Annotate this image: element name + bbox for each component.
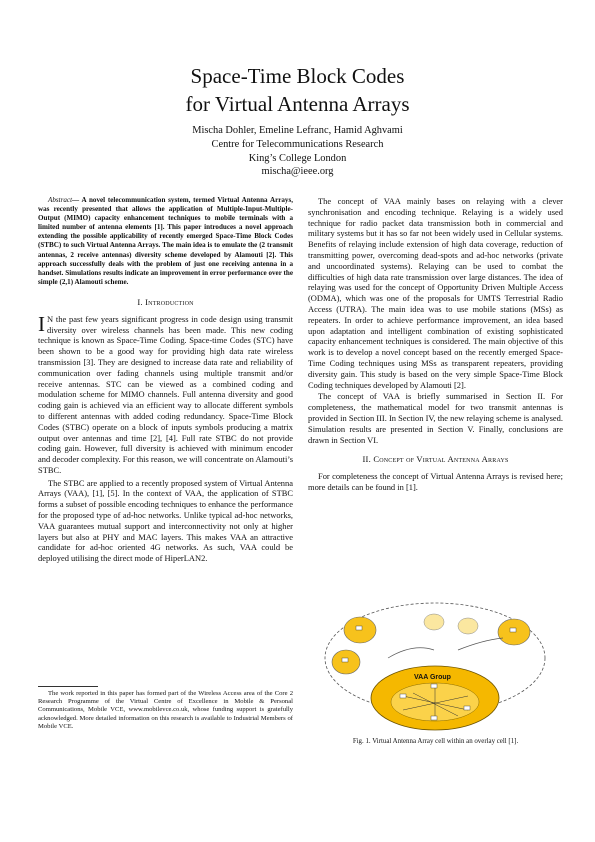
affiliation-centre: Centre for Telecommunications Research [211, 138, 384, 150]
intro-paragraph-1 [38, 311, 293, 476]
section-2-number: II. [362, 454, 371, 465]
intro-first-letters: N [47, 313, 54, 324]
author-block [0, 124, 595, 179]
affiliation-college: King’s College London [248, 152, 347, 164]
section-2-paragraph-1: For completeness the concept of Virtual Antenna Arrays is revised here; more details can be found in [1]. [308, 471, 563, 492]
abstract-text: — A novel telecommunication system, termed Virtual Antenna Arrays, was recently presented that allows the application of Multiple-Input-Multiple-Output (MIMO) capacity enhancement techniques to mobile terminals with a limited number of antenna elements [1]. This paper introduces a novel approach extending the possible applicability of recently emerged Space-Time Block Codes (STBC) to such Virtual Antenna Arrays. The main idea is to emulate the (2 transmit antennas, 2 receive antennas) diversity scheme developed by Alamouti [2]. This approach successfully deals with the problem of just one receiving antenna in a handset. Simulations results indicate an improvement in error performance over the simple (2,1) Alamouti scheme. [38, 196, 293, 286]
paper-title [0, 62, 595, 118]
intro-paragraph-2: The STBC are applied to a recently proposed system of Virtual Antenna Arrays (VAA), [1], [5]. In the context of VAA, the application of STBC forms a subset of possible encoding techniques to enhance the performance for the proposed type of ad-hoc networks. Unlike typical ad-hoc networks, VAA guarantees mutual support and interconnectivity not only at higher layers but also at PHY and MAC layers. This makes VAA an attractive candidate for ad-hoc oriented 4G networks. As such, VAA could be deployed utilising the direct mode of HiperLAN2. [38, 477, 293, 564]
section-1-number: I. [137, 296, 143, 307]
author-email: mischa@ieee.org [261, 166, 334, 178]
abstract [38, 196, 293, 287]
section-1-title: Introduction [145, 296, 194, 307]
author-names: Mischa Dohler, Emeline Lefranc, Hamid Aghvami [192, 125, 403, 136]
section-2-heading [308, 454, 563, 465]
intro-paragraph-1-text: the past few years significant progress in code design using transmit diversity over wireless channels has been made. This new coding technique is known as Space-Time Coding. Space-time Codes (STC) have been shown to be a good way for providing high data rate wireless transmission [3]. They are designed to increase data rate and reliability of communication over fading channels using multiple transmit and/or receive antennas. STC can be viewed as a combined coding and modulation scheme for MIMO channels. Full antenna diversity and good coding gain is achieved via an efficient way to allocate different symbols to different antennas with added coding redundancy. Space-Time Block Codes (STBC) operate on a block of inputs symbols producing a matrix output over antennas and time [2], [4]. Full rate STBC do not provide coding gain. However, full diversity is achieved with minimum encoder and decoder complexity. For this reason, we will concentrate on Alamouti’s STBC. [38, 313, 293, 475]
terminal-icon [431, 684, 437, 688]
vaa-diagram [318, 598, 553, 733]
terminal-icon [464, 706, 470, 710]
figure-1-caption: Fig. 1. Virtual Antenna Array cell within an overlay cell [1]. [352, 738, 519, 745]
right-paragraph-2: The concept of VAA is briefly summarised in Section II. For completeness, the mathematical model for two transmit antennas is provided in Section III. In Section IV, the new relaying scheme is analysed. Simulation results are presented in Section V. Finally, conclusions are drawn in Section VI. [308, 391, 563, 445]
footnote-rule [38, 686, 98, 687]
title-line-2: for Virtual Antenna Arrays [185, 92, 410, 116]
left-column [38, 196, 293, 564]
title-line-1: Space-Time Block Codes [190, 64, 405, 88]
right-column [308, 196, 563, 493]
section-2-title: Concept of Virtual Antenna Arrays [373, 454, 509, 465]
right-paragraph-1: The concept of VAA mainly bases on relaying with a clever synchronisation and encoding technique. Relaying is a widely used technique for radio packet data transmission both in commercial and military systems but it has so far not been widely used in Cellular systems. Benefits of relaying include extension of high data coverage, reduction of transmitting power, overcoming dead-spots and ad-hoc networks (private and uncoordinated systems). Relaying can be used to combat the difficulties of high data rate transmission over large distances. The idea of relaying was used for the concept of Opportunity Driven Multiple Access (ODMA), which was one of the proposals for UMTS Terrestrial Radio Access (UTRA). The main idea was to use mobile stations (MSs) as repeaters. In order to achieve performance improvement, an idea based upon adaptation and intelligent combination of existing sophisticated capacity enhancement techniques is considered. The main objective of this work is to develop a novel concept based on the recently emerged Space-Time Coding techniques using MSs as transparent repeaters, providing diversity gain. This study is based on the very simple Space-Time Block Coding techniques developed by Alamouti [2]. [308, 196, 563, 390]
terminal-icon [342, 658, 348, 662]
footnote: The work reported in this paper has formed part of the Wireless Access area of the Core 2 Research Programme of the Virtual Centre of Excellence in Mobile & Personal Communications, Mobile VCE, www.mobilevce.co.uk, whose funding support is gratefully acknowledged. More detailed information on this research is available to Industrial Members of Mobile VCE. [38, 690, 293, 730]
terminal-icon [400, 694, 406, 698]
terminal-icon [356, 626, 362, 630]
figure-1 [318, 598, 553, 733]
cell-center-right [458, 618, 478, 634]
drop-cap: I [38, 311, 45, 336]
cell-center-top [424, 614, 444, 630]
terminal-icon [510, 628, 516, 632]
section-1-heading [38, 297, 293, 308]
terminal-icon [431, 716, 437, 720]
abstract-label: Abstract [48, 196, 73, 204]
vaa-group-label: VAA Group [414, 674, 451, 681]
